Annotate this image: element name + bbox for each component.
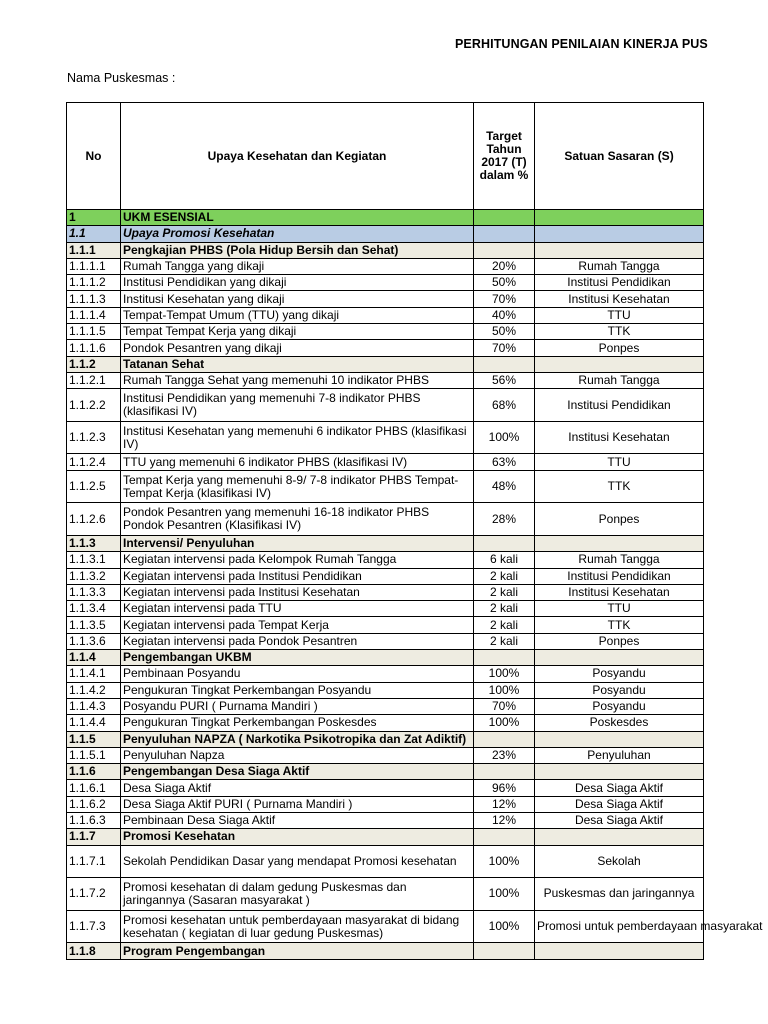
row-number: 1 <box>67 210 121 226</box>
row-number: 1.1.3.3 <box>67 584 121 600</box>
row-satuan: Posyandu <box>535 682 704 698</box>
row-satuan <box>535 764 704 780</box>
row-number: 1.1.5.1 <box>67 747 121 763</box>
row-description: Promosi kesehatan di dalam gedung Puskesmas dan jaringannya (Sasaran masyarakat ) <box>121 878 474 911</box>
row-number: 1.1.1.3 <box>67 291 121 307</box>
row-number: 1.1.7 <box>67 829 121 845</box>
row-number: 1.1.6.2 <box>67 796 121 812</box>
row-description: Tatanan Sehat <box>121 356 474 372</box>
row-description: TTU yang memenuhi 6 indikator PHBS (klasifikasi IV) <box>121 454 474 470</box>
table-row <box>67 324 704 340</box>
section-row <box>67 764 704 780</box>
header-kegiatan: Upaya Kesehatan dan Kegiatan <box>121 103 474 210</box>
row-number: 1.1.4.4 <box>67 715 121 731</box>
row-satuan: Desa Siaga Aktif <box>535 796 704 812</box>
row-target <box>474 764 535 780</box>
row-number: 1.1.3.6 <box>67 633 121 649</box>
row-satuan: TTU <box>535 601 704 617</box>
section-row <box>67 535 704 551</box>
row-number: 1.1.1.6 <box>67 340 121 356</box>
section-row <box>67 829 704 845</box>
row-target <box>474 650 535 666</box>
row-description: Institusi Pendidikan yang memenuhi 7-8 indikator PHBS (klasifikasi IV) <box>121 389 474 422</box>
table-header-row <box>67 103 704 210</box>
row-target: 70% <box>474 698 535 714</box>
row-number: 1.1.4 <box>67 650 121 666</box>
row-description: Intervensi/ Penyuluhan <box>121 535 474 551</box>
table-row <box>67 307 704 323</box>
table-row <box>67 470 704 503</box>
row-description: Desa Siaga Aktif PURI ( Purnama Mandiri ) <box>121 796 474 812</box>
row-description: Pengukuran Tingkat Perkembangan Poskesdes <box>121 715 474 731</box>
row-satuan: Rumah Tangga <box>535 552 704 568</box>
row-satuan <box>535 226 704 242</box>
table-row <box>67 682 704 698</box>
row-number: 1.1.3.2 <box>67 568 121 584</box>
row-satuan: Promosi untuk pemberdayaan masyarakat <box>535 910 704 943</box>
row-description: Pembinaan Desa Siaga Aktif <box>121 812 474 828</box>
table-row <box>67 715 704 731</box>
row-target: 20% <box>474 258 535 274</box>
document-title: PERHITUNGAN PENILAIAN KINERJA PUS <box>455 37 708 51</box>
row-description: Institusi Kesehatan yang memenuhi 6 indikator PHBS (klasifikasi IV) <box>121 421 474 454</box>
row-satuan: Sekolah <box>535 845 704 878</box>
table-row <box>67 878 704 911</box>
row-satuan: Institusi Kesehatan <box>535 584 704 600</box>
row-target: 50% <box>474 275 535 291</box>
row-satuan <box>535 650 704 666</box>
row-number: 1.1.7.1 <box>67 845 121 878</box>
row-number: 1.1.2.6 <box>67 503 121 536</box>
row-satuan <box>535 943 704 959</box>
row-number: 1.1.7.3 <box>67 910 121 943</box>
table-row <box>67 812 704 828</box>
table-row <box>67 503 704 536</box>
section-row <box>67 242 704 258</box>
row-number: 1.1.6.1 <box>67 780 121 796</box>
row-description: Pondok Pesantren yang memenuhi 16-18 indikator PHBS Pondok Pesantren (Klasifikasi IV) <box>121 503 474 536</box>
row-target: 70% <box>474 291 535 307</box>
puskesmas-name-label: Nama Puskesmas : <box>67 71 176 85</box>
section-row <box>67 210 704 226</box>
table-body <box>67 210 763 960</box>
row-description: Pengkajian PHBS (Pola Hidup Bersih dan Sehat) <box>121 242 474 258</box>
row-target: 2 kali <box>474 568 535 584</box>
row-description: Pengembangan UKBM <box>121 650 474 666</box>
row-number: 1.1.1.1 <box>67 258 121 274</box>
row-satuan <box>535 356 704 372</box>
row-target: 100% <box>474 845 535 878</box>
row-satuan: TTU <box>535 307 704 323</box>
row-number: 1.1.2.3 <box>67 421 121 454</box>
section-row <box>67 226 704 242</box>
row-number: 1.1.3 <box>67 535 121 551</box>
row-target <box>474 210 535 226</box>
row-description: Kegiatan intervensi pada Institusi Kesehatan <box>121 584 474 600</box>
row-number: 1.1 <box>67 226 121 242</box>
table-row <box>67 666 704 682</box>
table-row <box>67 584 704 600</box>
row-description: Upaya Promosi Kesehatan <box>121 226 474 242</box>
row-target: 70% <box>474 340 535 356</box>
section-row <box>67 356 704 372</box>
row-description: Institusi Pendidikan yang dikaji <box>121 275 474 291</box>
row-satuan: Ponpes <box>535 340 704 356</box>
table-row <box>67 454 704 470</box>
row-target: 6 kali <box>474 552 535 568</box>
row-satuan: TTK <box>535 324 704 340</box>
row-description: Penyuluhan Napza <box>121 747 474 763</box>
row-target: 48% <box>474 470 535 503</box>
row-target: 100% <box>474 682 535 698</box>
row-number: 1.1.2.1 <box>67 372 121 388</box>
table-row <box>67 780 704 796</box>
table-row <box>67 698 704 714</box>
table-row <box>67 340 704 356</box>
table-row <box>67 568 704 584</box>
header-no: No <box>67 103 121 210</box>
row-number: 1.1.8 <box>67 943 121 959</box>
row-target <box>474 731 535 747</box>
row-number: 1.1.2.2 <box>67 389 121 422</box>
row-satuan: Rumah Tangga <box>535 372 704 388</box>
row-target: 23% <box>474 747 535 763</box>
row-target: 12% <box>474 812 535 828</box>
row-description: Kegiatan intervensi pada Kelompok Rumah Tangga <box>121 552 474 568</box>
row-target <box>474 226 535 242</box>
row-description: Promosi kesehatan untuk pemberdayaan masyarakat di bidang kesehatan ( kegiatan di luar gedung Puskesmas) <box>121 910 474 943</box>
row-satuan: TTK <box>535 470 704 503</box>
row-number: 1.1.2.4 <box>67 454 121 470</box>
row-description: Penyuluhan NAPZA ( Narkotika Psikotropika dan Zat Adiktif) <box>121 731 474 747</box>
row-description: Desa Siaga Aktif <box>121 780 474 796</box>
row-number: 1.1.6.3 <box>67 812 121 828</box>
row-satuan: Rumah Tangga <box>535 258 704 274</box>
row-target: 2 kali <box>474 617 535 633</box>
table-row <box>67 601 704 617</box>
row-description: Kegiatan intervensi pada Tempat Kerja <box>121 617 474 633</box>
row-target: 100% <box>474 910 535 943</box>
row-description: Kegiatan intervensi pada TTU <box>121 601 474 617</box>
row-description: Tempat-Tempat Umum (TTU) yang dikaji <box>121 307 474 323</box>
table-row <box>67 747 704 763</box>
row-target: 100% <box>474 878 535 911</box>
row-satuan: Institusi Pendidikan <box>535 275 704 291</box>
row-satuan <box>535 731 704 747</box>
row-number: 1.1.2 <box>67 356 121 372</box>
row-description: Kegiatan intervensi pada Institusi Pendidikan <box>121 568 474 584</box>
row-target: 63% <box>474 454 535 470</box>
row-satuan <box>535 829 704 845</box>
table-row <box>67 910 704 943</box>
row-satuan: Desa Siaga Aktif <box>535 780 704 796</box>
row-target: 2 kali <box>474 633 535 649</box>
row-target <box>474 829 535 845</box>
header-target: Target Tahun 2017 (T) dalam % <box>474 103 535 210</box>
row-description: Tempat Tempat Kerja yang dikaji <box>121 324 474 340</box>
row-target: 96% <box>474 780 535 796</box>
table-row <box>67 291 704 307</box>
row-target: 100% <box>474 666 535 682</box>
row-target: 50% <box>474 324 535 340</box>
row-number: 1.1.5 <box>67 731 121 747</box>
row-satuan: Institusi Kesehatan <box>535 291 704 307</box>
row-satuan: Posyandu <box>535 698 704 714</box>
row-satuan: TTK <box>535 617 704 633</box>
performance-table <box>66 102 763 960</box>
section-row <box>67 943 704 959</box>
table-row <box>67 258 704 274</box>
table-row <box>67 372 704 388</box>
section-row <box>67 650 704 666</box>
table-row <box>67 845 704 878</box>
row-description: Tempat Kerja yang memenuhi 8-9/ 7-8 indikator PHBS Tempat-Tempat Kerja (klasifikasi IV) <box>121 470 474 503</box>
row-number: 1.1.4.3 <box>67 698 121 714</box>
row-target <box>474 943 535 959</box>
row-target: 56% <box>474 372 535 388</box>
row-number: 1.1.1.2 <box>67 275 121 291</box>
row-number: 1.1.3.1 <box>67 552 121 568</box>
row-number: 1.1.3.5 <box>67 617 121 633</box>
row-target: 100% <box>474 421 535 454</box>
row-satuan <box>535 210 704 226</box>
row-number: 1.1.1.4 <box>67 307 121 323</box>
row-satuan: Puskesmas dan jaringannya <box>535 878 704 911</box>
row-satuan: Institusi Pendidikan <box>535 389 704 422</box>
row-number: 1.1.1.5 <box>67 324 121 340</box>
row-description: Sekolah Pendidikan Dasar yang mendapat Promosi kesehatan <box>121 845 474 878</box>
row-target: 40% <box>474 307 535 323</box>
row-description: Rumah Tangga yang dikaji <box>121 258 474 274</box>
row-satuan: Ponpes <box>535 503 704 536</box>
header-satuan: Satuan Sasaran (S) <box>535 103 704 210</box>
row-description: Kegiatan intervensi pada Pondok Pesantren <box>121 633 474 649</box>
row-number: 1.1.4.1 <box>67 666 121 682</box>
row-target <box>474 535 535 551</box>
row-number: 1.1.4.2 <box>67 682 121 698</box>
row-description: Program Pengembangan <box>121 943 474 959</box>
row-satuan: Posyandu <box>535 666 704 682</box>
table-row <box>67 796 704 812</box>
row-satuan: Ponpes <box>535 633 704 649</box>
row-target: 2 kali <box>474 601 535 617</box>
table-row <box>67 633 704 649</box>
row-target: 100% <box>474 715 535 731</box>
row-description: Institusi Kesehatan yang dikaji <box>121 291 474 307</box>
row-target: 2 kali <box>474 584 535 600</box>
row-satuan: Desa Siaga Aktif <box>535 812 704 828</box>
table-row <box>67 389 704 422</box>
row-satuan <box>535 242 704 258</box>
row-satuan: Institusi Kesehatan <box>535 421 704 454</box>
row-description: Posyandu PURI ( Purnama Mandiri ) <box>121 698 474 714</box>
table-row <box>67 552 704 568</box>
row-satuan: Institusi Pendidikan <box>535 568 704 584</box>
row-target: 28% <box>474 503 535 536</box>
row-satuan: TTU <box>535 454 704 470</box>
row-number: 1.1.1 <box>67 242 121 258</box>
section-row <box>67 731 704 747</box>
row-number: 1.1.6 <box>67 764 121 780</box>
row-description: UKM ESENSIAL <box>121 210 474 226</box>
table-row <box>67 617 704 633</box>
row-satuan <box>535 535 704 551</box>
row-number: 1.1.3.4 <box>67 601 121 617</box>
row-target: 68% <box>474 389 535 422</box>
row-target <box>474 356 535 372</box>
row-description: Pengukuran Tingkat Perkembangan Posyandu <box>121 682 474 698</box>
row-satuan: Poskesdes <box>535 715 704 731</box>
row-target: 12% <box>474 796 535 812</box>
row-number: 1.1.2.5 <box>67 470 121 503</box>
row-description: Pembinaan Posyandu <box>121 666 474 682</box>
row-number: 1.1.7.2 <box>67 878 121 911</box>
row-description: Promosi Kesehatan <box>121 829 474 845</box>
table-row <box>67 275 704 291</box>
row-satuan: Penyuluhan <box>535 747 704 763</box>
table-row <box>67 421 704 454</box>
row-description: Rumah Tangga Sehat yang memenuhi 10 indikator PHBS <box>121 372 474 388</box>
row-description: Pengembangan Desa Siaga Aktif <box>121 764 474 780</box>
row-description: Pondok Pesantren yang dikaji <box>121 340 474 356</box>
row-target <box>474 242 535 258</box>
